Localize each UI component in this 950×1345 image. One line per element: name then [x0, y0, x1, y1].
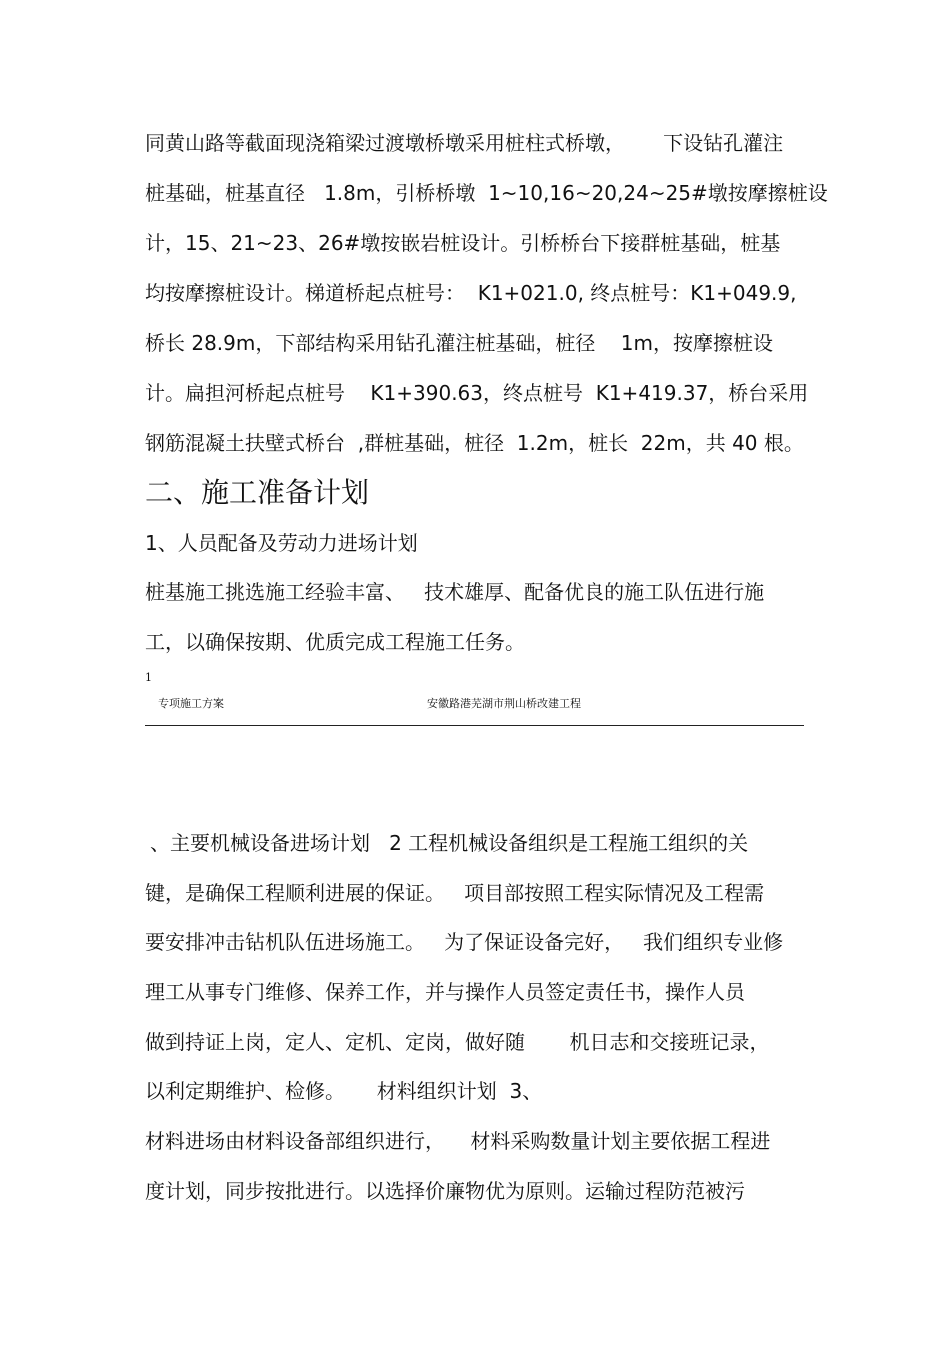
body-line: 理工从事专门维修、保养工作，并与操作人员签定责任书，操作人员: [145, 980, 745, 1004]
body-line: 同黄山路等截面现浇箱梁过渡墩桥墩采用桩柱式桥墩， 下设钻孔灌注: [145, 131, 784, 155]
header-right: 安徽路港芜湖市荆山桥改建工程: [427, 697, 581, 710]
body-line: 度计划，同步按批进行。以选择价廉物优为原则。运输过程防范被污: [145, 1179, 745, 1203]
body-line: 工，以确保按期、优质完成工程施工任务。: [145, 630, 525, 654]
section-heading: 二、施工准备计划: [145, 476, 370, 509]
body-line: 桩基施工挑选施工经验丰富、 技术雄厚、配备优良的施工队伍进行施: [145, 580, 765, 604]
body-line: 计。扁担河桥起点桩号 K1+390.63，终点桩号 K1+419.37，桥台采用: [145, 381, 809, 405]
body-line: 材料进场由材料设备部组织进行， 材料采购数量计划主要依据工程进: [145, 1129, 771, 1153]
body-line: 以利定期维护、检修。 材料组织计划 3、: [145, 1079, 543, 1103]
body-line: 、主要机械设备进场计划 2 工程机械设备组织是工程施工组织的关: [150, 831, 749, 855]
body-line: 桥长 28.9m，下部结构采用钻孔灌注桩基础，桩径 1m，按摩擦桩设: [145, 331, 774, 355]
body-line: 键，是确保工程顺利进展的保证。 项目部按照工程实际情况及工程需: [145, 881, 765, 905]
body-line: 均按摩擦桩设计。梯道桥起点桩号： K1+021.0, 终点桩号：K1+049.9,: [145, 281, 797, 305]
body-line: 要安排冲击钻机队伍进场施工。 为了保证设备完好， 我们组织专业修: [145, 930, 784, 954]
header-left: 专项施工方案: [158, 697, 224, 710]
subheading: 1、人员配备及劳动力进场计划: [145, 531, 418, 555]
header-rule: [145, 725, 804, 726]
body-line: 钢筋混凝土扶壁式桥台 ,群桩基础，桩径 1.2m，桩长 22m，共 40 根。: [145, 431, 804, 455]
page-number: 1: [145, 671, 152, 684]
body-line: 桩基础，桩基直径 1.8m，引桥桥墩 1~10,16~20,24~25#墩按摩擦桩设: [145, 181, 828, 205]
body-line: 计，15、21~23、26#墩按嵌岩桩设计。引桥桥台下接群桩基础，桩基: [145, 231, 781, 255]
body-line: 做到持证上岗，定人、定机、定岗，做好随 机日志和交接班记录，: [145, 1030, 770, 1054]
